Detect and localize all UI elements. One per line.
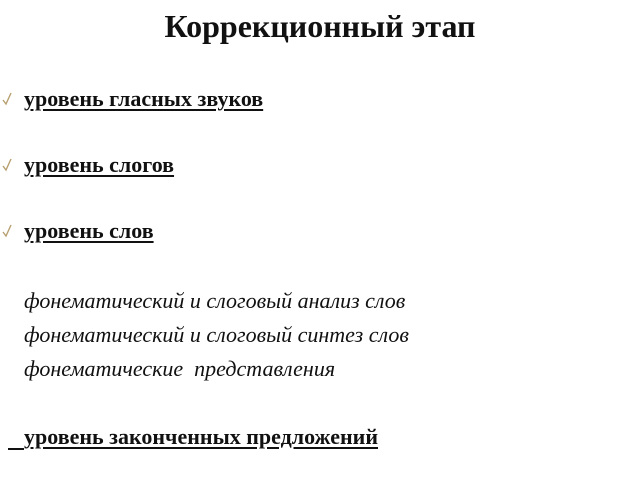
representations-line: фонематические представления	[24, 356, 336, 381]
slide-title: Коррекционный этап	[164, 8, 476, 44]
checkmark-bullet-icon	[2, 224, 12, 238]
list-item-vowel-level	[0, 84, 640, 114]
list-item-word-level	[0, 216, 640, 246]
leading-underline	[8, 448, 24, 450]
checkmark-bullet-icon	[2, 158, 12, 172]
synthesis-line: фонематический и слоговый синтез слов	[24, 322, 409, 347]
analysis-line: фонематический и слоговый анализ слов	[24, 288, 406, 313]
list-item-syllable-level	[0, 150, 640, 180]
level-item-label: уровень гласных звуков	[24, 86, 264, 111]
list-item-sentence-level	[0, 422, 640, 452]
level-item-label: уровень слогов	[24, 152, 175, 177]
checkmark-bullet-icon	[2, 92, 12, 106]
final-level-label: уровень законченных предложений	[24, 424, 379, 449]
level-item-label: уровень слов	[24, 218, 154, 243]
